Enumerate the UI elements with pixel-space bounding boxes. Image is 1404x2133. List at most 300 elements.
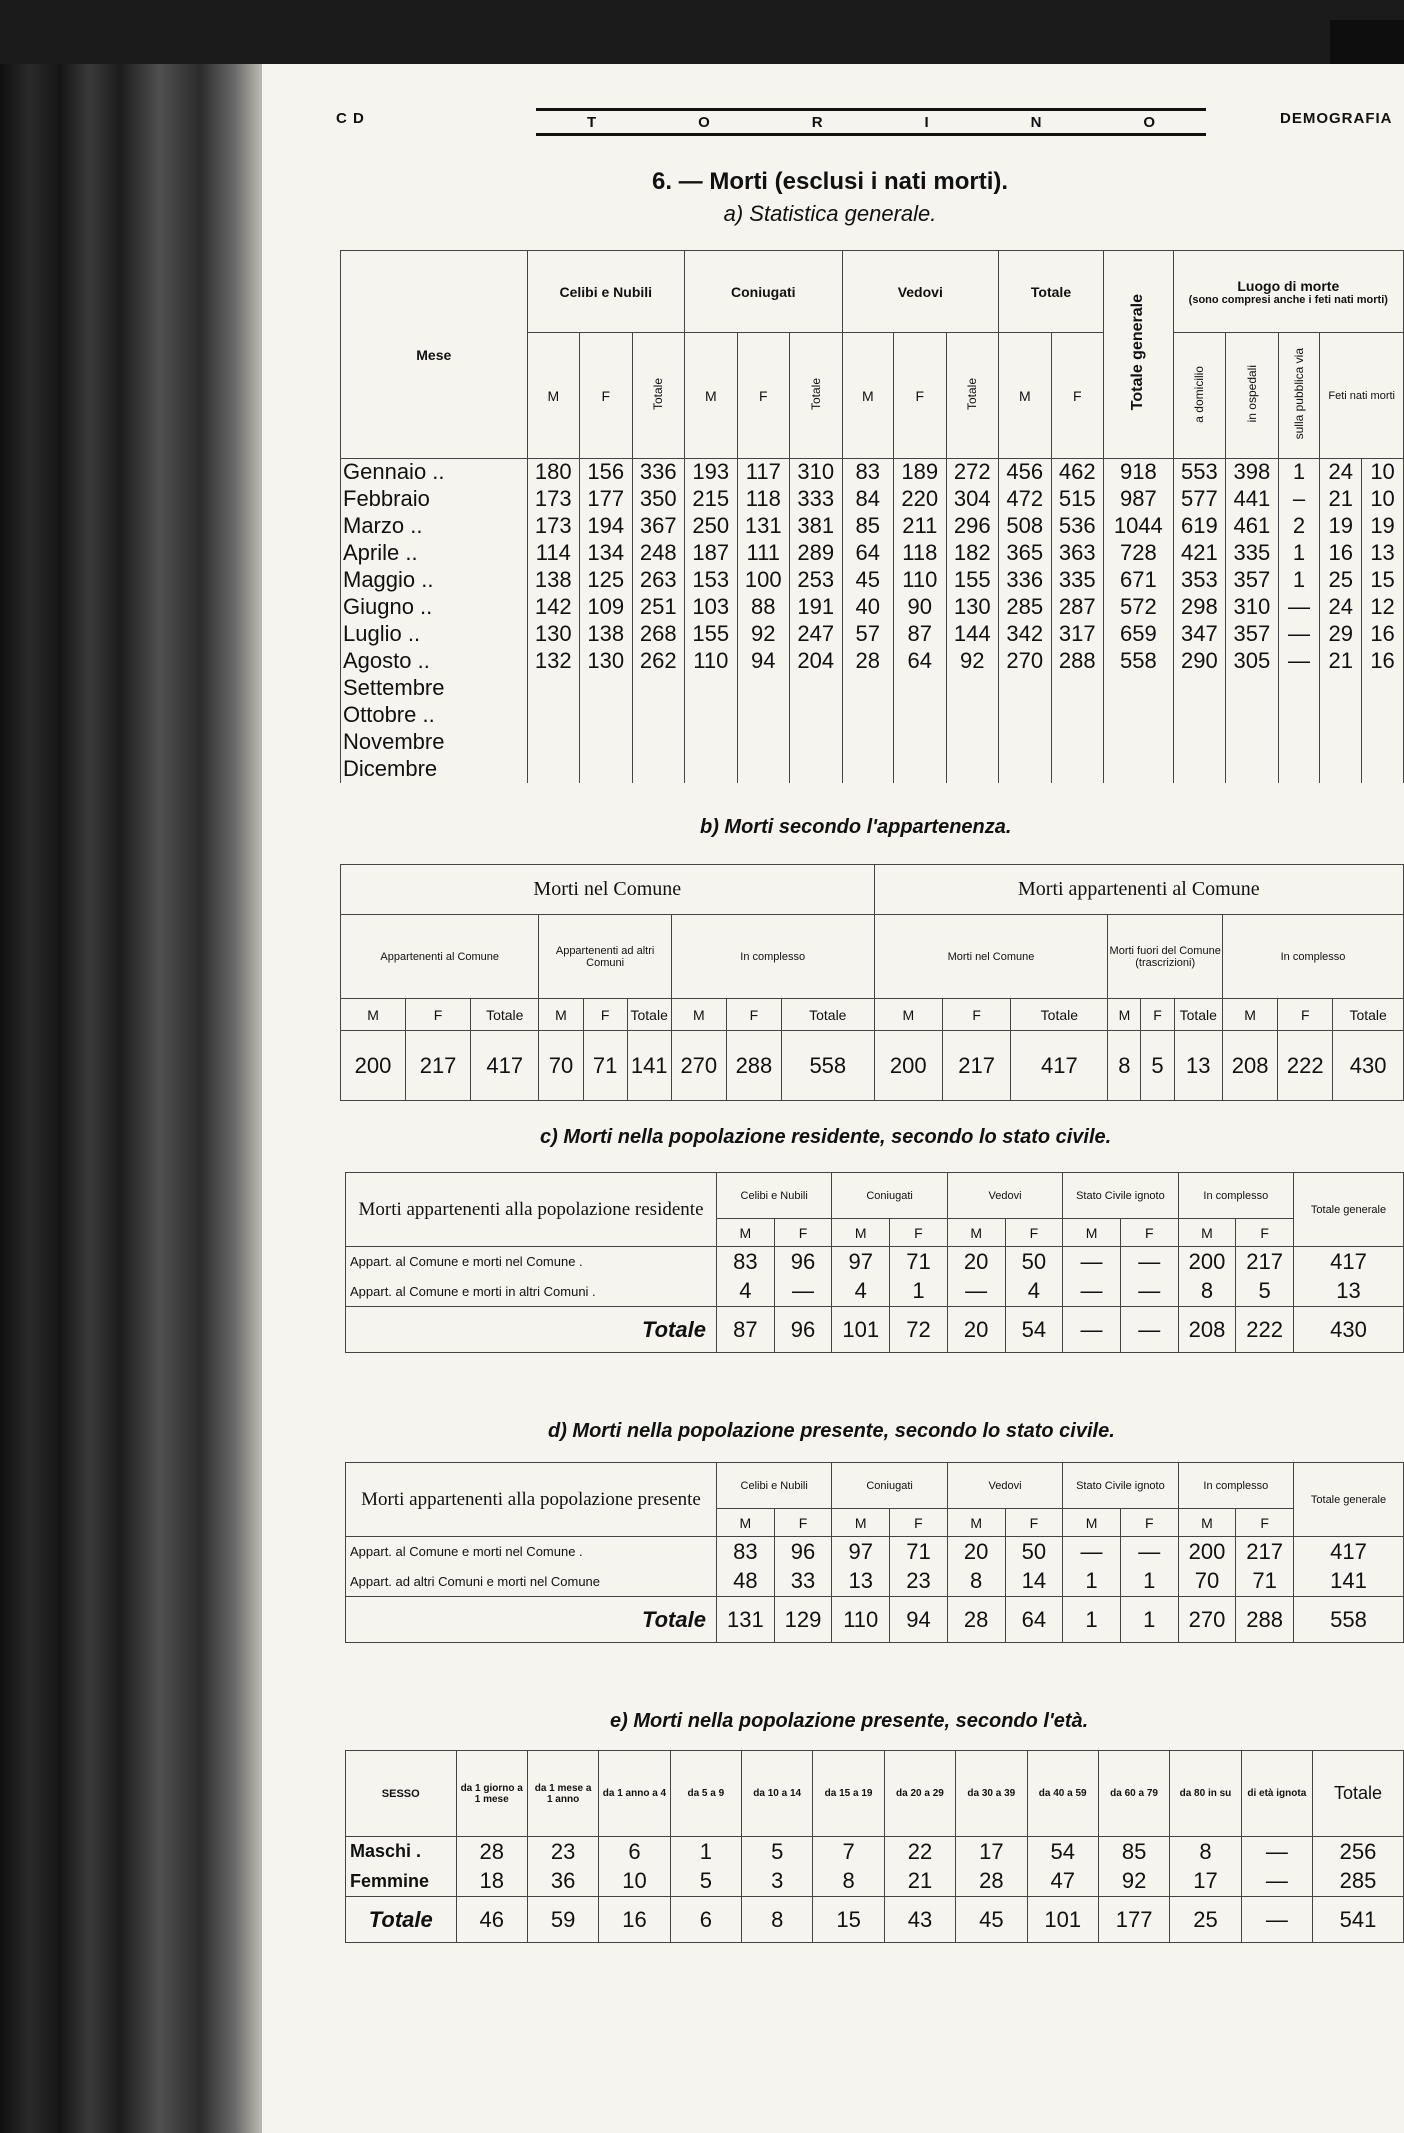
- cell: 83: [716, 1537, 774, 1567]
- cell: —: [1120, 1537, 1178, 1567]
- cell: 50: [1005, 1537, 1063, 1567]
- cell: [999, 756, 1052, 783]
- cell: 189: [894, 459, 947, 486]
- month-label: Febbraio: [341, 486, 528, 513]
- table-row: [341, 513, 1404, 540]
- cell: 16: [1320, 540, 1362, 567]
- f: F: [580, 333, 633, 459]
- cell: 173: [527, 486, 580, 513]
- cell: 173: [527, 513, 580, 540]
- cell: [1104, 756, 1174, 783]
- cell: —: [1241, 1837, 1312, 1867]
- cell: [1278, 729, 1320, 756]
- cell: 272: [946, 459, 999, 486]
- cell: 144: [946, 621, 999, 648]
- cell: [1278, 702, 1320, 729]
- cell: 7: [813, 1837, 884, 1867]
- cell: 430: [1333, 1031, 1404, 1101]
- cell: [737, 729, 790, 756]
- cell: 130: [580, 648, 633, 675]
- cell: [1173, 675, 1226, 702]
- cell: 71: [1236, 1567, 1294, 1597]
- cell: 92: [946, 648, 999, 675]
- cell: [946, 756, 999, 783]
- cell: 317: [1051, 621, 1104, 648]
- cell: 177: [1098, 1897, 1169, 1943]
- f: F: [1051, 333, 1104, 459]
- tot: Totale: [632, 333, 685, 459]
- cell: 4: [1005, 1277, 1063, 1307]
- col-age: da 5 a 9: [670, 1751, 741, 1837]
- cell: 1: [1278, 459, 1320, 486]
- cell: 288: [726, 1031, 781, 1101]
- cell: [1362, 756, 1404, 783]
- cell: —: [1278, 648, 1320, 675]
- group-celibi: Celibi e Nubili: [527, 251, 685, 333]
- cell: 101: [1027, 1897, 1098, 1943]
- cell: 728: [1104, 540, 1174, 567]
- cell: 3: [742, 1867, 813, 1897]
- month-label: Aprile ..: [341, 540, 528, 567]
- cell: [685, 756, 738, 783]
- cell: 88: [737, 594, 790, 621]
- col-mese: Mese: [341, 251, 528, 459]
- cell: [1051, 702, 1104, 729]
- cell: 19: [1320, 513, 1362, 540]
- table-residente: [345, 1172, 1404, 1353]
- total-label: Totale: [346, 1597, 717, 1643]
- cell: 114: [527, 540, 580, 567]
- cell: 90: [894, 594, 947, 621]
- cell: 298: [1173, 594, 1226, 621]
- cell: 156: [580, 459, 633, 486]
- table-row: [346, 1867, 1404, 1897]
- luogo-note: (sono compresi anche i feti nati morti): [1188, 293, 1388, 306]
- cell: 15: [1362, 567, 1404, 594]
- cell: 129: [774, 1597, 832, 1643]
- cell: 110: [832, 1597, 890, 1643]
- cell: 118: [894, 540, 947, 567]
- col-f: F: [890, 1219, 948, 1247]
- cell: 558: [781, 1031, 874, 1101]
- col-tot: Totale: [781, 999, 874, 1031]
- cell: 215: [685, 486, 738, 513]
- cell: [580, 702, 633, 729]
- book-binding: [0, 64, 262, 2133]
- cell: 28: [947, 1597, 1005, 1643]
- col-f: F: [774, 1509, 832, 1537]
- cell: 417: [471, 1031, 539, 1101]
- col-m: M: [1063, 1219, 1121, 1247]
- cell: [1104, 729, 1174, 756]
- month-label: Agosto ..: [341, 648, 528, 675]
- table-row: [341, 729, 1404, 756]
- cell: 28: [456, 1837, 527, 1867]
- cell: 16: [599, 1897, 670, 1943]
- cell: 29: [1320, 621, 1362, 648]
- cell: 16: [1362, 621, 1404, 648]
- table-b-title: b) Morti secondo l'appartenenza.: [700, 816, 1012, 838]
- col-tot: Totale: [627, 999, 671, 1031]
- cell: 23: [890, 1567, 948, 1597]
- cell: 270: [999, 648, 1052, 675]
- cell: 25: [1320, 567, 1362, 594]
- cell: 250: [685, 513, 738, 540]
- cell: 262: [632, 648, 685, 675]
- cell: —: [1278, 594, 1320, 621]
- cell: 336: [999, 567, 1052, 594]
- cell: 13: [1174, 1031, 1223, 1101]
- cell: 515: [1051, 486, 1104, 513]
- cell: 109: [580, 594, 633, 621]
- s-altri-comuni: Appartenenti ad altri Comuni: [539, 915, 671, 999]
- col-m: M: [341, 999, 406, 1031]
- col-group: Celibi e Nubili: [716, 1463, 831, 1509]
- cell: 17: [1170, 1867, 1241, 1897]
- cell: [580, 675, 633, 702]
- cell: 130: [527, 621, 580, 648]
- cell: 200: [1178, 1537, 1236, 1567]
- cell: 94: [890, 1597, 948, 1643]
- col-group: Celibi e Nubili: [716, 1173, 831, 1219]
- col-m: M: [947, 1219, 1005, 1247]
- s-complesso-2: In complesso: [1223, 915, 1404, 999]
- table-row: [346, 1567, 1404, 1597]
- col-f: F: [890, 1509, 948, 1537]
- cell: 381: [790, 513, 843, 540]
- table-row: [346, 1247, 1404, 1277]
- table-row: [346, 1837, 1404, 1867]
- cell: [946, 675, 999, 702]
- cell: 177: [580, 486, 633, 513]
- g-morti-appartenenti: Morti appartenenti al Comune: [874, 865, 1403, 915]
- cell: 70: [539, 1031, 583, 1101]
- cell: 134: [580, 540, 633, 567]
- col-group: Vedovi: [947, 1173, 1062, 1219]
- cell: [894, 756, 947, 783]
- band-letter: O: [698, 113, 710, 131]
- cell: 16: [1362, 648, 1404, 675]
- cell: 24: [1320, 459, 1362, 486]
- cell: 335: [1051, 567, 1104, 594]
- col-f: F: [1236, 1509, 1294, 1537]
- cell: 417: [1294, 1537, 1404, 1567]
- cell: 1: [1063, 1567, 1121, 1597]
- cell: 25: [1170, 1897, 1241, 1943]
- scan-corner: [1330, 20, 1404, 64]
- month-label: Marzo ..: [341, 513, 528, 540]
- cell: [999, 729, 1052, 756]
- col-m: M: [1223, 999, 1278, 1031]
- cell: 347: [1173, 621, 1226, 648]
- section-subtitle: a) Statistica generale.: [723, 201, 937, 226]
- cell: [632, 702, 685, 729]
- cell: [842, 756, 894, 783]
- cell: 125: [580, 567, 633, 594]
- cell: 13: [1294, 1277, 1404, 1307]
- cell: [999, 702, 1052, 729]
- cell: 200: [874, 1031, 942, 1101]
- cell: 357: [1226, 567, 1279, 594]
- cell: 217: [942, 1031, 1010, 1101]
- cell: 217: [1236, 1537, 1294, 1567]
- cell: [1226, 675, 1279, 702]
- cell: [527, 729, 580, 756]
- month-label: Dicembre: [341, 756, 528, 783]
- cell: 57: [842, 621, 894, 648]
- cell: 441: [1226, 486, 1279, 513]
- band-letter: I: [924, 113, 929, 131]
- cell: 247: [790, 621, 843, 648]
- cell: 96: [774, 1247, 832, 1277]
- cell: 248: [632, 540, 685, 567]
- cell: 21: [1320, 648, 1362, 675]
- cell: 132: [527, 648, 580, 675]
- band-letter: N: [1030, 113, 1042, 131]
- cell: 23: [527, 1837, 598, 1867]
- cell: 5: [742, 1837, 813, 1867]
- cell: 72: [890, 1307, 948, 1353]
- cell: 217: [1236, 1247, 1294, 1277]
- cell: 13: [832, 1567, 890, 1597]
- total-label: Totale: [346, 1307, 717, 1353]
- cell: [1104, 675, 1174, 702]
- cell: 5: [1141, 1031, 1174, 1101]
- cell: [632, 729, 685, 756]
- cell: 619: [1173, 513, 1226, 540]
- cell: 263: [632, 567, 685, 594]
- cell: 289: [790, 540, 843, 567]
- cell: [999, 675, 1052, 702]
- cell: 101: [832, 1307, 890, 1353]
- cell: 1: [670, 1837, 741, 1867]
- cell: 268: [632, 621, 685, 648]
- cell: 357: [1226, 621, 1279, 648]
- cell: 193: [685, 459, 738, 486]
- cell: 182: [946, 540, 999, 567]
- cell: 987: [1104, 486, 1174, 513]
- month-label: Maggio ..: [341, 567, 528, 594]
- cell: 71: [583, 1031, 627, 1101]
- cell: 8: [1170, 1837, 1241, 1867]
- cell: —: [1120, 1247, 1178, 1277]
- col-tot: Totale: [471, 999, 539, 1031]
- cell: 21: [884, 1867, 955, 1897]
- table-row: [341, 675, 1404, 702]
- cell: 138: [527, 567, 580, 594]
- cell: [685, 675, 738, 702]
- m: M: [842, 333, 894, 459]
- month-label: Luglio ..: [341, 621, 528, 648]
- cell: [790, 756, 843, 783]
- f: F: [737, 333, 790, 459]
- cell: 310: [1226, 594, 1279, 621]
- cell: [1362, 702, 1404, 729]
- col-m: M: [874, 999, 942, 1031]
- cell: —: [774, 1277, 832, 1307]
- cell: 191: [790, 594, 843, 621]
- table-row: [341, 594, 1404, 621]
- cell: 92: [737, 621, 790, 648]
- cell: [1051, 675, 1104, 702]
- row-label: Appart. al Comune e morti nel Comune .: [346, 1537, 717, 1567]
- cell: [737, 702, 790, 729]
- row-label: Appart. ad altri Comuni e morti nel Comune: [346, 1567, 717, 1597]
- cell: 8: [1178, 1277, 1236, 1307]
- luogo-domicilio: a domicilio: [1173, 333, 1226, 459]
- cell: 118: [737, 486, 790, 513]
- cell: 220: [894, 486, 947, 513]
- cell: [1173, 729, 1226, 756]
- cell: [1278, 675, 1320, 702]
- cell: 1: [890, 1277, 948, 1307]
- col-group: Coniugati: [832, 1463, 947, 1509]
- cell: 1: [1120, 1597, 1178, 1643]
- row-label: Femmine: [346, 1867, 457, 1897]
- cell: [737, 675, 790, 702]
- cell: 194: [580, 513, 633, 540]
- section-title: 6. — Morti (esclusi i nati morti).: [651, 168, 1009, 195]
- cell: 421: [1173, 540, 1226, 567]
- cell: 45: [956, 1897, 1027, 1943]
- cell: [527, 702, 580, 729]
- cell: [1104, 702, 1174, 729]
- table-row: [341, 648, 1404, 675]
- col-m: M: [716, 1509, 774, 1537]
- cell: [632, 756, 685, 783]
- cell: 96: [774, 1537, 832, 1567]
- cell: 87: [894, 621, 947, 648]
- cell: 363: [1051, 540, 1104, 567]
- cell: 367: [632, 513, 685, 540]
- cell: 270: [671, 1031, 726, 1101]
- cell: 222: [1236, 1307, 1294, 1353]
- cell: 19: [1362, 513, 1404, 540]
- cell: 208: [1223, 1031, 1278, 1101]
- cell: [1173, 702, 1226, 729]
- col-age: da 20 a 29: [884, 1751, 955, 1837]
- cell: 83: [842, 459, 894, 486]
- cell: 553: [1173, 459, 1226, 486]
- col-f: F: [1120, 1509, 1178, 1537]
- col-m: M: [947, 1509, 1005, 1537]
- s-fuori-comune: Morti fuori del Comune (trascrizioni): [1108, 915, 1223, 999]
- s-appartenenti: Appartenenti al Comune: [341, 915, 539, 999]
- cell: [790, 729, 843, 756]
- col-group: In complesso: [1178, 1173, 1293, 1219]
- cell: 96: [774, 1307, 832, 1353]
- row-header: Morti appartenenti alla popolazione residente: [346, 1173, 717, 1247]
- cell: 671: [1104, 567, 1174, 594]
- col-f: F: [1005, 1509, 1063, 1537]
- cell: 155: [946, 567, 999, 594]
- cell: 1: [1278, 540, 1320, 567]
- cell: 304: [946, 486, 999, 513]
- cell: 285: [999, 594, 1052, 621]
- table-eta: [345, 1750, 1404, 1943]
- table-general-statistics: [340, 250, 1404, 783]
- cell: [1226, 702, 1279, 729]
- col-age: da 80 in su: [1170, 1751, 1241, 1837]
- cell: 20: [947, 1307, 1005, 1353]
- cell: 211: [894, 513, 947, 540]
- col-m: M: [671, 999, 726, 1031]
- col-age: Totale: [1313, 1751, 1404, 1837]
- cell: 296: [946, 513, 999, 540]
- cell: 430: [1294, 1307, 1404, 1353]
- month-label: Ottobre ..: [341, 702, 528, 729]
- cell: [946, 702, 999, 729]
- col-f: F: [1005, 1219, 1063, 1247]
- cell: 918: [1104, 459, 1174, 486]
- cell: [527, 756, 580, 783]
- col-tot: Totale: [1333, 999, 1404, 1031]
- cell: 111: [737, 540, 790, 567]
- cell: 398: [1226, 459, 1279, 486]
- cell: 87: [716, 1307, 774, 1353]
- group-coniugati: Coniugati: [685, 251, 843, 333]
- cell: 48: [716, 1567, 774, 1597]
- col-m: M: [1063, 1509, 1121, 1537]
- cell: 64: [894, 648, 947, 675]
- cell: 131: [737, 513, 790, 540]
- cell: 20: [947, 1247, 1005, 1277]
- col-f: F: [583, 999, 627, 1031]
- cell: 130: [946, 594, 999, 621]
- cell: [1320, 675, 1362, 702]
- cell: [842, 702, 894, 729]
- col-age: da 30 a 39: [956, 1751, 1027, 1837]
- cell: 659: [1104, 621, 1174, 648]
- cell: 217: [406, 1031, 471, 1101]
- col-m: M: [539, 999, 583, 1031]
- cell: 71: [890, 1537, 948, 1567]
- cell: —: [1063, 1307, 1121, 1353]
- cell: 83: [716, 1247, 774, 1277]
- table-row: [341, 486, 1404, 513]
- running-head-band: [536, 108, 1206, 136]
- cell: 288: [1236, 1597, 1294, 1643]
- cell: —: [1241, 1867, 1312, 1897]
- cell: —: [1278, 621, 1320, 648]
- col-age: da 10 a 14: [742, 1751, 813, 1837]
- cell: 5: [1236, 1277, 1294, 1307]
- luogo-header: [1173, 251, 1403, 333]
- col-tot: Totale: [1174, 999, 1223, 1031]
- cell: [1362, 675, 1404, 702]
- cell: 20: [947, 1537, 1005, 1567]
- col-m: M: [1178, 1509, 1236, 1537]
- table-row: [341, 756, 1404, 783]
- cell: [1320, 756, 1362, 783]
- cell: 8: [1108, 1031, 1141, 1101]
- cell: [790, 675, 843, 702]
- cell: 572: [1104, 594, 1174, 621]
- month-label: Settembre: [341, 675, 528, 702]
- cell: [1320, 702, 1362, 729]
- cell: 287: [1051, 594, 1104, 621]
- col-age: da 1 mese a 1 anno: [527, 1751, 598, 1837]
- col-sesso: SESSO: [346, 1751, 457, 1837]
- cell: 10: [599, 1867, 670, 1897]
- cell: 100: [737, 567, 790, 594]
- col-f: F: [1141, 999, 1174, 1031]
- cell: 310: [790, 459, 843, 486]
- cell: 204: [790, 648, 843, 675]
- running-head-left: C D: [336, 110, 365, 127]
- cell: 24: [1320, 594, 1362, 621]
- cell: —: [1241, 1897, 1312, 1943]
